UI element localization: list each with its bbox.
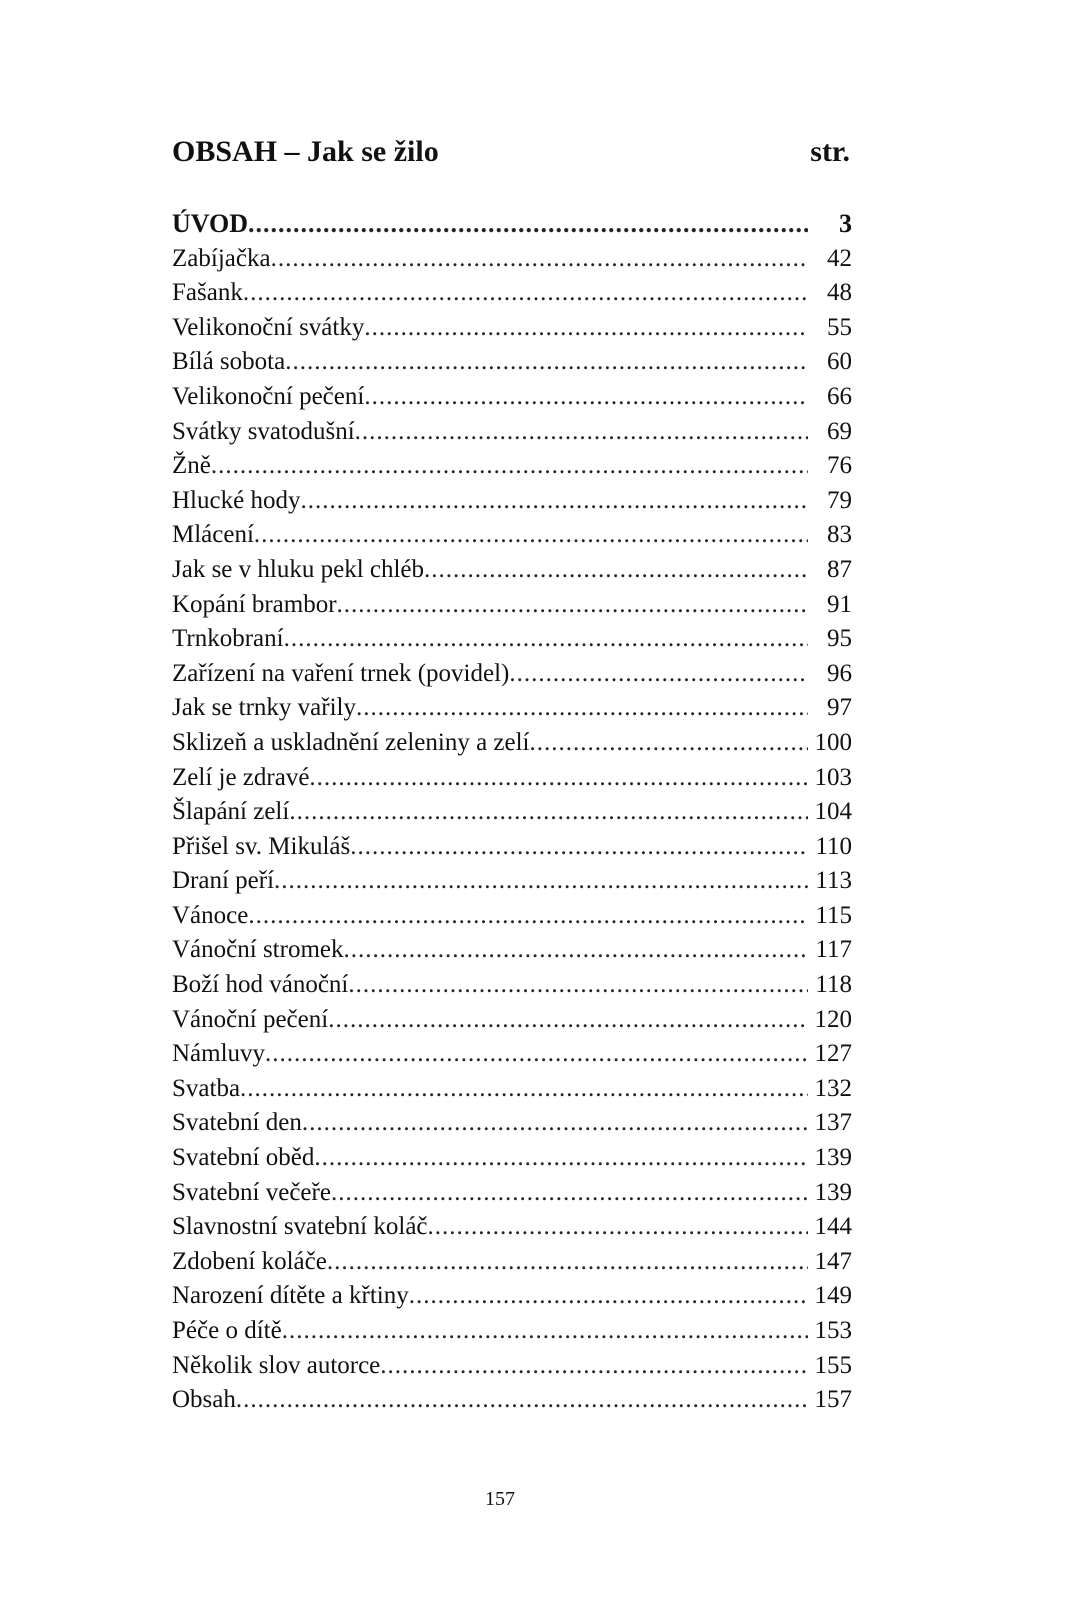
toc-entry <box>172 622 852 657</box>
toc-entry-page: 147 <box>814 1247 852 1275</box>
toc-entry-page: 110 <box>815 832 852 860</box>
toc-entry-title: Zelí je zdravé <box>172 763 310 791</box>
toc-entry-title: Velikonoční svátky <box>172 313 365 341</box>
dot-leader <box>302 1106 808 1141</box>
toc-entry-title: Mlácení <box>172 521 254 549</box>
toc-entry <box>172 484 852 519</box>
dot-leader <box>509 657 808 692</box>
toc-entry <box>172 1349 852 1384</box>
toc-entry-page: 91 <box>827 590 852 618</box>
toc-entry <box>172 276 852 311</box>
toc-entry <box>172 933 852 968</box>
toc-entry-page: 149 <box>814 1282 852 1310</box>
toc-entry <box>172 1072 852 1107</box>
toc-entry <box>172 657 852 692</box>
toc-entry-title: Vánoce <box>172 901 249 929</box>
toc-entry-page: 76 <box>827 452 852 480</box>
dot-leader <box>282 1314 808 1349</box>
dot-leader <box>343 933 808 968</box>
toc-entry-page: 144 <box>814 1213 852 1241</box>
dot-leader <box>380 1349 808 1384</box>
toc-entry-title: Draní peří <box>172 867 275 895</box>
toc-entry-page: 69 <box>827 417 852 445</box>
toc-entry-page: 100 <box>814 728 852 756</box>
toc-entry <box>172 588 852 623</box>
page-number: 157 <box>485 1488 515 1510</box>
toc-entry <box>172 345 852 380</box>
toc-entry <box>172 242 852 277</box>
toc-entry-page: 87 <box>827 555 852 583</box>
toc-entry-page: 55 <box>827 313 852 341</box>
toc-entry-title: Velikonoční pečení <box>172 382 365 410</box>
dot-leader <box>309 761 808 796</box>
toc-entry-title: Péče o dítě <box>172 1317 282 1344</box>
toc-entry <box>172 726 852 761</box>
toc-entry <box>172 1106 852 1141</box>
toc-entry <box>172 1210 852 1245</box>
dot-leader <box>327 1245 808 1280</box>
toc-entry-title: Šlapání zelí <box>172 798 290 826</box>
toc-entry-page: 139 <box>814 1144 852 1172</box>
toc-entry-title: Boží hod vánoční <box>172 971 349 999</box>
dot-leader <box>348 968 808 1003</box>
dot-leader <box>364 311 808 346</box>
toc-entry-page: 118 <box>815 971 852 999</box>
dot-leader <box>248 899 808 934</box>
toc-entry-title: Vánoční pečení <box>172 1005 329 1033</box>
toc-entry-title: Bílá sobota <box>172 348 286 376</box>
toc-entry-title: Žně <box>172 452 211 480</box>
dot-leader <box>337 588 808 623</box>
toc-entry-page: 113 <box>815 867 852 895</box>
dot-leader <box>254 518 808 553</box>
toc-entry-title: Fašank <box>172 279 243 307</box>
toc-entry-page: 66 <box>827 382 852 410</box>
toc-entry-page: 153 <box>814 1317 852 1344</box>
toc-entry <box>172 864 852 899</box>
toc-entry-title: Zařízení na vaření trnek (povidel) <box>172 659 510 687</box>
toc-entry-page: 60 <box>827 348 852 376</box>
toc-entry <box>172 1037 852 1072</box>
toc-entry <box>172 449 852 484</box>
dot-leader <box>274 864 808 899</box>
dot-leader <box>271 242 808 277</box>
toc-entry-page: 97 <box>827 694 852 722</box>
toc-entry-page: 79 <box>827 486 852 514</box>
toc-entry-title: Trnkobraní <box>172 625 284 653</box>
dot-leader <box>243 276 808 311</box>
toc-entry-page: 120 <box>814 1005 852 1033</box>
toc-entry-title: Jak se v hluku pekl chléb <box>172 555 425 583</box>
dot-leader <box>284 622 808 657</box>
page-column-label: str. <box>810 135 850 168</box>
dot-leader <box>356 691 808 726</box>
toc-entry-title: Jak se trnky vařily <box>172 694 356 722</box>
toc-entry-page: 157 <box>814 1386 852 1414</box>
dot-leader <box>364 380 808 415</box>
toc-entry-page: 117 <box>815 936 852 964</box>
toc-header <box>172 128 850 176</box>
toc-entry-page: 96 <box>827 659 852 687</box>
toc-entry-title: Svátky svatodušní <box>172 417 355 445</box>
toc-entry-title: Zdobení koláče <box>172 1247 327 1275</box>
toc-entry-title: Přišel sv. Mikuláš <box>172 832 351 860</box>
toc-entry-title: Narození dítěte a křtiny <box>172 1282 409 1310</box>
table-of-contents <box>172 207 852 1418</box>
dot-leader <box>265 1037 808 1072</box>
dot-leader <box>240 1072 808 1107</box>
toc-entry <box>172 207 852 242</box>
toc-entry-page: 132 <box>814 1074 852 1102</box>
dot-leader <box>289 795 808 830</box>
toc-entry-page: 83 <box>827 521 852 549</box>
toc-entry-title: Slavnostní svatební koláč <box>172 1213 428 1241</box>
toc-entry-page: 42 <box>827 244 852 272</box>
dot-leader <box>328 1003 808 1038</box>
toc-entry <box>172 553 852 588</box>
toc-entry-title: ÚVOD <box>172 209 249 238</box>
toc-entry-title: Zabíjačka <box>172 244 271 272</box>
toc-entry-title: Obsah <box>172 1386 236 1414</box>
toc-entry <box>172 380 852 415</box>
toc-entry <box>172 968 852 1003</box>
toc-entry <box>172 1314 852 1349</box>
toc-entry-title: Kopání brambor <box>172 590 337 618</box>
toc-entry-page: 137 <box>814 1109 852 1137</box>
toc-entry <box>172 795 852 830</box>
dot-leader <box>350 830 808 865</box>
toc-entry <box>172 1245 852 1280</box>
toc-entry <box>172 311 852 346</box>
dot-leader <box>248 207 808 242</box>
dot-leader <box>409 1279 808 1314</box>
toc-entry-page: 139 <box>814 1178 852 1206</box>
toc-entry <box>172 415 852 450</box>
toc-entry-title: Svatební večeře <box>172 1178 331 1206</box>
toc-entry <box>172 899 852 934</box>
toc-entry <box>172 1141 852 1176</box>
toc-entry-title: Hlucké hody <box>172 486 301 514</box>
dot-leader <box>236 1383 808 1418</box>
toc-entry-title: Námluvy <box>172 1040 266 1068</box>
toc-entry-page: 103 <box>814 763 852 791</box>
toc-entry-page: 3 <box>839 209 852 238</box>
toc-entry-title: Několik slov autorce <box>172 1351 381 1379</box>
toc-entry-title: Svatba <box>172 1074 241 1102</box>
toc-entry <box>172 830 852 865</box>
toc-entry <box>172 1176 852 1211</box>
toc-heading: OBSAH – Jak se žilo <box>172 135 439 168</box>
toc-entry-page: 104 <box>814 798 852 826</box>
toc-entry <box>172 1383 852 1418</box>
toc-entry <box>172 518 852 553</box>
dot-leader <box>211 449 808 484</box>
toc-entry-page: 48 <box>827 279 852 307</box>
toc-entry-page: 127 <box>814 1040 852 1068</box>
toc-entry-page: 155 <box>814 1351 852 1379</box>
toc-entry <box>172 1279 852 1314</box>
dot-leader <box>530 726 808 761</box>
dot-leader <box>428 1210 808 1245</box>
toc-entry-title: Svatební oběd <box>172 1144 315 1172</box>
toc-entry-title: Sklizeň a uskladnění zeleniny a zelí <box>172 728 530 756</box>
dot-leader <box>285 345 808 380</box>
toc-entry <box>172 691 852 726</box>
toc-entry-title: Svatební den <box>172 1109 302 1137</box>
dot-leader <box>355 415 808 450</box>
toc-entry-title: Vánoční stromek <box>172 936 344 964</box>
toc-entry-page: 115 <box>815 901 852 929</box>
dot-leader <box>331 1176 808 1211</box>
toc-entry <box>172 761 852 796</box>
dot-leader <box>424 553 808 588</box>
toc-entry <box>172 1003 852 1038</box>
dot-leader <box>314 1141 808 1176</box>
dot-leader <box>300 484 808 519</box>
toc-entry-page: 95 <box>827 625 852 653</box>
